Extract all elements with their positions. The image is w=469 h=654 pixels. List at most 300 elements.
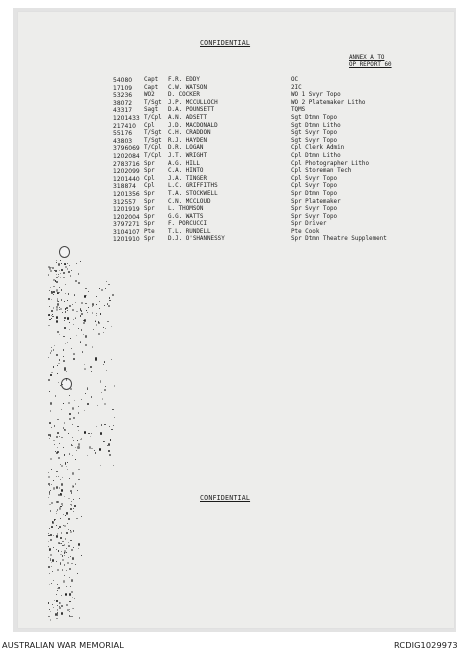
speck [74, 295, 75, 296]
speck [80, 315, 81, 317]
speck [50, 554, 52, 556]
speck [53, 440, 55, 441]
service-number: 1201440 [113, 175, 140, 183]
roster-row [0, 206, 469, 214]
speck [64, 327, 66, 329]
speck [56, 316, 57, 318]
speck [50, 458, 52, 460]
service-number: 3796069 [113, 145, 140, 153]
speck [88, 291, 89, 293]
service-number: 1201919 [113, 206, 140, 214]
speck [67, 317, 69, 320]
rank: Spr [144, 190, 155, 197]
member-name: D.R. LOGAN [168, 145, 204, 152]
speck [66, 548, 67, 549]
member-name: C.W. WATSON [168, 84, 208, 91]
speck [59, 334, 60, 335]
roster-row [0, 92, 469, 100]
member-name: C.A. HINTO [168, 168, 204, 175]
member-name: L.C. GRIFFITHS [168, 183, 218, 190]
speck [59, 507, 61, 510]
speck [84, 410, 85, 411]
speck [101, 289, 103, 291]
speck [48, 483, 50, 486]
speck [50, 270, 52, 272]
speck [56, 511, 57, 512]
speck [64, 301, 65, 302]
service-number: 217410 [113, 122, 136, 130]
rank: Cpl [144, 183, 155, 190]
speck [101, 424, 103, 425]
member-name: T.L. RUNDELL [168, 228, 211, 235]
appointment: Spr Dtmn Theatre Supplement [291, 236, 387, 243]
speck [96, 315, 97, 316]
speck [88, 307, 89, 308]
speck [61, 605, 63, 607]
speck [51, 484, 52, 485]
speck [68, 557, 69, 558]
speck [84, 368, 86, 370]
member-name: T.A. STOCKWELL [168, 190, 218, 197]
speck [61, 269, 63, 271]
roster-row [0, 183, 469, 191]
speck [67, 300, 68, 301]
speck [88, 433, 90, 435]
appointment: Spr Svyr Topo [291, 206, 338, 213]
rank: Spr [144, 198, 155, 205]
speck [56, 452, 58, 454]
appointment: Sgt Dtmn Topo [291, 114, 338, 121]
rank: Spr [144, 236, 155, 243]
rank: Spr [144, 213, 155, 220]
speck [61, 595, 62, 596]
speck [63, 272, 65, 274]
member-name: F.R. EDDY [168, 77, 200, 83]
speck [54, 600, 55, 601]
rank: WO2 [144, 92, 155, 99]
speck [72, 445, 73, 446]
speck [92, 303, 94, 305]
speck [66, 307, 68, 309]
credit-record-id: RCDIG1029973 [394, 640, 458, 650]
speck [48, 379, 50, 381]
speck [52, 267, 53, 269]
rank: T/Cpl [144, 152, 162, 159]
speck [53, 286, 54, 287]
speck [63, 525, 64, 526]
speck [78, 412, 80, 414]
speck [50, 611, 51, 612]
speck [69, 305, 71, 307]
punch-hole-top [59, 246, 70, 258]
speck [106, 281, 107, 282]
speck [73, 319, 74, 321]
speck [51, 566, 52, 567]
speck [60, 554, 62, 555]
speck [53, 291, 55, 293]
speck [58, 363, 60, 365]
roster-row [0, 214, 469, 222]
speck [79, 617, 81, 619]
speck [108, 450, 110, 452]
speck [73, 511, 74, 512]
appointment: Spr Dtmn Topo [291, 190, 338, 197]
speck [99, 308, 100, 309]
speck [63, 403, 64, 404]
rank: Spr [144, 168, 155, 175]
speck [95, 452, 96, 454]
speck [75, 459, 76, 460]
speck [56, 561, 57, 562]
member-name: R.J. HAYDEN [168, 137, 208, 144]
speck [72, 424, 73, 425]
speck [55, 270, 57, 272]
rank: Cpl [144, 175, 155, 182]
service-number: 55176 [113, 130, 133, 138]
speck [59, 309, 60, 310]
speck [76, 263, 77, 264]
speck [53, 607, 54, 608]
speck [66, 371, 67, 372]
speck [67, 462, 68, 463]
speck [100, 432, 102, 435]
appointment: Cpl Photographer Litho [291, 160, 370, 167]
speck [54, 444, 55, 445]
service-number: 1201356 [113, 190, 140, 198]
speck [85, 335, 87, 338]
speck [48, 535, 50, 536]
speck [57, 614, 58, 616]
speck [61, 437, 63, 438]
speck [64, 429, 66, 430]
speck [91, 433, 92, 434]
speck [62, 569, 63, 571]
appointment: Cpl Dtmn Litho [291, 152, 341, 159]
speck [78, 543, 80, 546]
speck [71, 492, 73, 494]
speck [68, 271, 70, 273]
annex-reference [349, 55, 392, 69]
service-number: 3104107 [113, 228, 140, 236]
service-number: 318874 [113, 183, 136, 191]
roster-row [0, 168, 469, 176]
speck [86, 310, 87, 311]
rank: T/Cpl [144, 114, 162, 121]
speck [52, 521, 54, 524]
speck [109, 454, 111, 457]
service-number: 312557 [113, 198, 136, 206]
roster-row [0, 153, 469, 161]
speck [62, 541, 64, 542]
speck [81, 555, 82, 556]
speck [91, 371, 92, 372]
speck [85, 288, 87, 289]
speck [78, 406, 79, 407]
appointment: Spr Platemaker [291, 198, 341, 205]
speck [73, 358, 75, 360]
member-name: J.P. MCCULLOCH [168, 99, 218, 106]
speck [59, 292, 60, 293]
speck [57, 584, 58, 585]
speck [54, 425, 55, 427]
service-number: 43803 [113, 137, 133, 145]
speck [78, 430, 79, 431]
speck [53, 487, 55, 490]
speck [61, 551, 62, 552]
speck [49, 290, 50, 291]
service-number: 1201433 [113, 114, 140, 122]
speck [73, 499, 74, 500]
speck [49, 494, 50, 495]
header-classification: CONFIDENTIAL [200, 39, 251, 47]
speck [77, 426, 79, 428]
speck [68, 542, 69, 543]
service-number: 1202099 [113, 168, 140, 176]
member-name: F. PORCUCCI [168, 221, 208, 228]
speck [65, 264, 66, 265]
speck [104, 389, 106, 391]
speck [56, 525, 57, 526]
rank: T/Cpl [144, 145, 162, 152]
appointment: Cpl Svyr Topo [291, 183, 338, 190]
speck [77, 440, 78, 441]
appointment: Pte Cook [291, 228, 320, 235]
speck [59, 443, 60, 444]
roster-row [0, 176, 469, 184]
speck [53, 535, 54, 536]
annex-line-2: OP REPORT 60 [349, 62, 392, 69]
speck [56, 260, 57, 261]
speck [50, 534, 52, 536]
speck [49, 504, 50, 505]
speck [78, 469, 80, 471]
speck [54, 519, 55, 520]
speck [58, 274, 59, 275]
roster-row [0, 199, 469, 207]
speck [110, 439, 111, 441]
speck [52, 571, 53, 572]
speck [77, 446, 79, 449]
speck [69, 478, 70, 479]
appointment: Cpl Clerk Admin [291, 145, 345, 152]
speck [57, 293, 58, 294]
speck [80, 308, 82, 310]
speck [50, 559, 51, 561]
roster-row [0, 100, 469, 108]
rank: Spr [144, 221, 155, 228]
speck [83, 334, 84, 335]
service-number: 53236 [113, 92, 133, 100]
rank: T/Sgt [144, 99, 162, 106]
speck [81, 516, 82, 517]
speck [64, 317, 66, 319]
appointment: WO 2 Platemaker Litho [291, 99, 366, 106]
speck [112, 294, 114, 295]
speck [60, 385, 61, 386]
speck [48, 602, 49, 604]
speck [66, 570, 67, 571]
appointment: Spr Driver [291, 221, 327, 228]
speck [63, 447, 64, 448]
service-number: 3797271 [113, 221, 140, 229]
speck [73, 440, 75, 441]
speck [50, 539, 52, 541]
speck [71, 348, 72, 349]
speck [55, 395, 56, 396]
rank: Spr [144, 206, 155, 213]
speck [69, 395, 70, 396]
member-name: J.T. WRIGHT [168, 152, 208, 159]
speck [48, 566, 50, 568]
speck [70, 490, 72, 492]
speck [104, 361, 105, 363]
appointment: Sgt Svyr Topo [291, 130, 338, 137]
speck [73, 417, 75, 419]
speck [59, 602, 60, 604]
appointment: Sgt Dtmn Litho [291, 122, 341, 129]
speck [58, 382, 59, 383]
speck [69, 453, 70, 455]
speck [63, 360, 64, 362]
speck [61, 532, 62, 534]
speck [51, 310, 52, 312]
speck [68, 529, 69, 530]
member-name: J.D. MACDONALD [168, 122, 218, 129]
service-number: 38072 [113, 99, 133, 107]
appointment: 2IC [291, 84, 302, 91]
member-name: D.J. O'SHANNESSY [168, 236, 225, 243]
speck [53, 307, 55, 309]
speck [51, 526, 53, 528]
speck [51, 318, 52, 319]
roster-row [0, 77, 469, 85]
rank: Spr [144, 160, 155, 167]
service-number: 17109 [113, 84, 133, 92]
speck [51, 562, 52, 563]
speck [65, 343, 66, 344]
speck [48, 298, 50, 301]
speck [73, 547, 74, 549]
speck [84, 431, 86, 433]
speck [49, 584, 50, 585]
speck [96, 324, 97, 326]
speck [99, 288, 100, 289]
roster-row [0, 130, 469, 138]
speck [64, 422, 65, 423]
rank: Sagt [144, 107, 159, 114]
speck [49, 391, 50, 392]
speck [61, 612, 63, 614]
speck [69, 322, 70, 323]
speck [59, 307, 60, 308]
footer-classification: CONFIDENTIAL [200, 494, 251, 502]
speck [57, 569, 59, 571]
speck [72, 597, 73, 598]
appointment: Sgt Svyr Topo [291, 137, 338, 144]
member-name: D. COCKER [168, 92, 200, 99]
service-number: 1202084 [113, 152, 140, 160]
speck [57, 451, 59, 453]
speck [56, 513, 57, 514]
speck [99, 448, 101, 450]
speck [56, 281, 58, 283]
roster-row [0, 221, 469, 229]
speck [70, 530, 71, 531]
roster-row [0, 229, 469, 237]
speck [69, 265, 70, 266]
speck [57, 610, 58, 611]
appointment: Cpl Storeman Tech [291, 168, 352, 175]
service-number: 2783716 [113, 160, 140, 168]
service-number: 43317 [113, 107, 133, 115]
speck [56, 486, 58, 489]
speck [106, 370, 107, 371]
speck [81, 329, 82, 331]
speck [62, 559, 64, 561]
speck [64, 367, 66, 370]
speck [87, 403, 89, 404]
rank: Pte [144, 228, 155, 235]
speck [96, 313, 97, 314]
speck [72, 485, 74, 488]
speck [77, 490, 78, 491]
speck [81, 313, 83, 315]
speck [56, 306, 58, 308]
speck [68, 545, 70, 547]
speck [97, 405, 98, 406]
speck [51, 469, 52, 470]
speck [66, 604, 68, 606]
service-number: 54080 [113, 77, 133, 84]
speck [56, 308, 58, 311]
roster-row [0, 138, 469, 146]
service-number: 1202004 [113, 213, 140, 221]
speck [91, 396, 92, 397]
member-name: J.A. TINGER [168, 175, 208, 182]
speck [108, 443, 110, 446]
appointment: Cpl Svyr Topo [291, 175, 338, 182]
speck [73, 353, 75, 355]
rank: Capt [144, 84, 159, 91]
speck [69, 609, 70, 610]
speck [51, 315, 52, 316]
speck [108, 305, 110, 307]
speck [53, 580, 54, 581]
speck [67, 263, 68, 264]
service-number: 1201910 [113, 236, 140, 244]
speck [53, 547, 54, 548]
roster-row [0, 236, 469, 244]
speck [101, 392, 102, 393]
personnel-roster [0, 77, 469, 244]
speck [75, 280, 77, 282]
speck [61, 489, 63, 491]
appointment: WO 1 Svyr Topo [291, 92, 341, 99]
speck [104, 305, 105, 306]
speck [58, 457, 60, 459]
speck [70, 275, 71, 277]
speck [49, 438, 50, 439]
speck [49, 609, 50, 610]
speck [52, 316, 54, 317]
speck [68, 498, 70, 500]
speck [72, 437, 73, 438]
speck [61, 465, 63, 467]
speck [103, 332, 104, 334]
roster-row [0, 191, 469, 199]
speck [71, 549, 73, 551]
speck [70, 508, 71, 510]
